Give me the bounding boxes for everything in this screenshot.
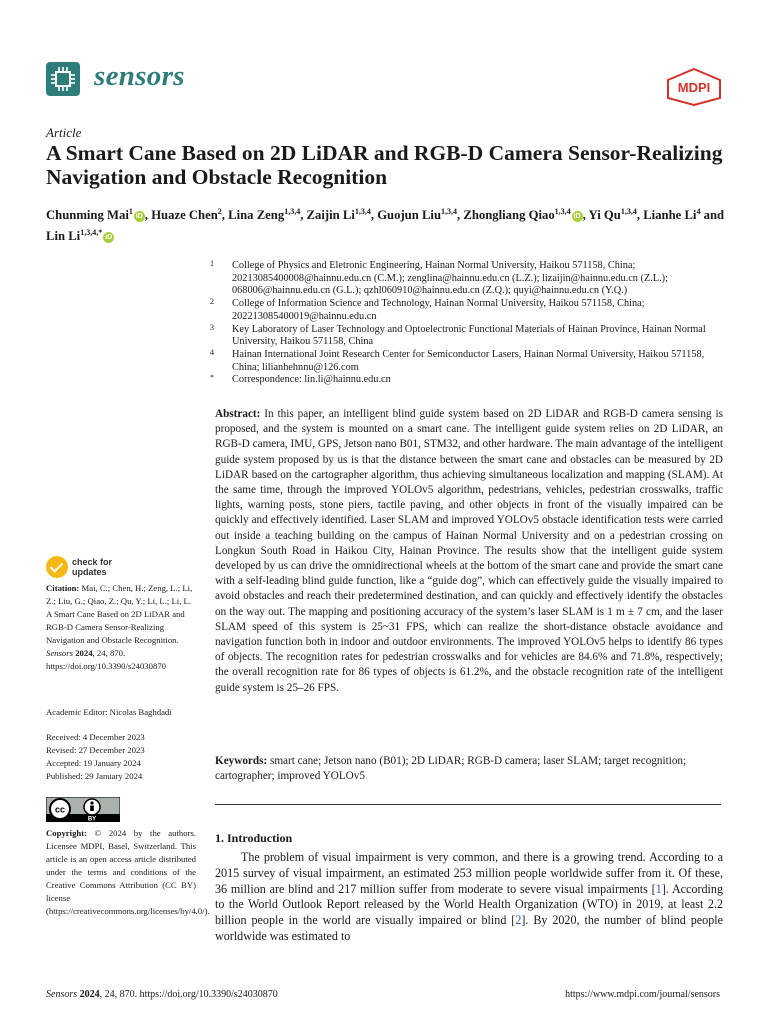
affiliation-text: Key Laboratory of Laser Technology and Optoelectronic Functional Materials of Hainan Province, Hainan Normal University, Haikou 571158, China: [232, 323, 706, 348]
academic-editor: Academic Editor: Nicolas Baghdadi: [46, 707, 172, 717]
author-affiliation-marker: 4: [696, 207, 701, 216]
author-separator: ,: [144, 208, 152, 223]
author-separator: and: [700, 208, 725, 223]
author-affiliation-marker: 1: [128, 207, 133, 216]
publication-dates: [46, 731, 196, 783]
affiliation-text: College of Information Science and Technology, Hainan Normal University, Haikou 571158, China; 202213085400019@hainnu.edu.cn: [232, 298, 645, 322]
footer-journal: Sensors: [46, 989, 78, 1000]
orcid-icon[interactable]: iD: [573, 213, 581, 221]
check-updates-line2: updates: [72, 567, 107, 577]
keywords: [215, 754, 723, 784]
affiliation-item: [210, 374, 730, 387]
introduction-text: ]. According to the World Outlook Report released by the World Health Organization (WTO) in 2019, at least 2.2 billion people in the world are visually impaired or blind [: [215, 881, 723, 928]
footer-citation: [46, 989, 278, 1000]
affiliation-number: 1: [210, 259, 214, 268]
citation-text: Mai, C.; Chen, H.; Zeng, L.; Li, Z.; Liu, G.; Qiao, Z.; Qu, Y.; Li, L.; Li, L. A Smart Cane Based on 2D LiDAR and RGB-D Camera Sensor-Realizing Navigation and Obstacle Recognition.: [46, 583, 193, 645]
article-type: Article: [46, 125, 82, 140]
author-affiliation-marker: 2: [217, 207, 222, 216]
author-name: Lianhe Li: [643, 208, 697, 223]
footer-journal-url[interactable]: https://www.mdpi.com/journal/sensors: [565, 989, 720, 1000]
author-name: Huaze Chen: [151, 208, 218, 223]
affiliation-number: 3: [210, 322, 214, 332]
author-separator: ,: [457, 208, 464, 223]
orcid-icon[interactable]: iD: [135, 213, 143, 221]
author-affiliation-marker: 1,3,4: [284, 207, 301, 216]
abstract: [215, 407, 723, 696]
author-affiliation-marker: 1,3,4: [441, 207, 458, 216]
affiliation-number: 2: [210, 297, 214, 307]
date-received: Received: 4 December 2023: [46, 732, 145, 742]
author-separator: ,: [221, 208, 229, 223]
affiliation-number: *: [210, 373, 214, 383]
sensors-journal-logo-icon: [46, 62, 80, 96]
author-name: Lin Li: [46, 229, 81, 244]
copyright-notice: [46, 827, 210, 918]
author-affiliation-marker: 1,3,4,*: [80, 228, 103, 238]
section-divider: [215, 804, 721, 805]
copyright-text: © 2024 by the authors. Licensee MDPI, Basel, Switzerland. This article is an open access article distributed under the terms and conditions of the Creative Commons Attribution (CC BY) license (https://creativecommons.org/licenses/by/4.0/).: [46, 828, 210, 916]
abstract-label: Abstract:: [215, 408, 261, 420]
citation-label: Citation:: [46, 583, 80, 593]
date-revised: Revised: 27 December 2023: [46, 745, 145, 755]
introduction-text: The problem of visual impairment is very common, and there is a growing trend. According to a 2015 survey of visual impairment, an estimated 253 million people worldwide suffer from it. Of these, 36 million are blind and 217 million suffer from moderate to severe visual impairments [: [215, 850, 723, 896]
footer-doi[interactable]: , 24, 870. https://doi.org/10.3390/s24030870: [99, 989, 278, 1000]
affiliation-text: Correspondence: lin.li@hainnu.edu.cn: [232, 374, 391, 386]
affiliation-text: College of Physics and Eletronic Engineering, Hainan Normal University, Haikou 571158, China; 20213085400008@hainnu.edu.cn (C.M.); zenglina@hainnu.edu.cn (L.Z.); lizaijin@hainnu.edu.cn (Z.L.); 068006@hainnu.edu.cn (G.L.); qzhl060910@hainnu.edu.cn (Z.Q.); quyi@hainnu.edu.cn (Y.Q.): [232, 260, 668, 297]
affiliation-item: [210, 260, 730, 298]
author-affiliation-marker: 1,3,4: [620, 207, 637, 216]
author-name: Zhongliang Qiao: [463, 208, 555, 223]
date-accepted: Accepted: 19 January 2024: [46, 758, 141, 768]
author-separator: ,: [300, 208, 307, 223]
cc-by-license-icon[interactable]: [46, 797, 120, 822]
orcid-icon[interactable]: iD: [105, 234, 113, 242]
author-name: Guojun Liu: [377, 208, 442, 223]
keywords-text: smart cane; Jetson nano (B01); 2D LiDAR; RGB-D camera; laser SLAM; target recognition; cartographer; improved YOLOv5: [215, 755, 687, 783]
copyright-label: Copyright:: [46, 828, 88, 838]
affiliation-number: 4: [210, 347, 214, 357]
article-title: A Smart Cane Based on 2D LiDAR and RGB-D Camera Sensor-Realizing Navigation and Obstacle Recognition: [46, 141, 723, 189]
author-separator: ,: [636, 208, 644, 223]
affiliation-item: [210, 324, 730, 349]
citation-year: 2024: [75, 648, 93, 658]
svg-text:cc: cc: [54, 804, 66, 815]
affiliation-text: Hainan International Joint Research Center for Semiconductor Lasers, Hainan Normal University, Haikou 571158, China; lilianhehnnu@126.com: [232, 348, 705, 373]
author-list: [46, 203, 736, 245]
citation-doi[interactable]: , 24, 870. https://doi.org/10.3390/s24030870: [46, 648, 167, 671]
author-name: Zaijin Li: [306, 208, 355, 223]
check-updates-line1: check for: [72, 557, 113, 567]
author-name: Lina Zeng: [228, 208, 285, 223]
introduction-text: ]. By 2020, the number of blind people worldwide was estimated to: [215, 913, 723, 943]
abstract-text: In this paper, an intelligent blind guide system based on 2D LiDAR and RGB-D camera sensing is proposed, and the system is mounted on a smart cane. The intelligent guide system relies on 2D LiDAR, an RGB-D camera, IMU, GPS, Jetson nano B01, STM32, and other hardware. The main advantage of the intelligent guide system proposed by us is that the distance between the smart cane and obstacles can be measured by 2D LiDAR based on the cartographer algorithm, thus achieving simultaneous localization and mapping (SLAM). At the same time, through the improved YOLOv5 algorithm, pedestrians, vehicles, pedestrian crosswalks, traffic lights, warning posts, stone piers, tactile paving, and other objects in front of the visually impaired can be quickly and effectively identified. Laser SLAM and improved YOLOv5 obstacle identification tests were carried out inside a teaching building on the campus of Hainan Normal University and on a pedestrian crossing on Longkun South Road in Haikou City, Hainan Province. The results show that the intelligent guide system developed by us can drive the omnidirectional wheels at the bottom of the smart cane and provide the smart cane with a self-leading blind guide function, like a “guide dog”, which can effectively guide the visually impaired to avoid obstacles and reach their predetermined destination, and can quickly and effectively identify the obstacles on the way out. The mapping and positioning accuracy of the system’s laser SLAM is 1 m ± 7 cm, and the laser SLAM speed of this system is 25~31 FPS, which can realize the short-distance obstacle avoidance and navigation function both in indoor and outdoor environments. The improved YOLOv5 helps to identify 86 types of objects. The recognition rates for pedestrian crosswalks and for vehicles are 84.6% and 71.8%, respectively; the overall recognition rate for 86 types of objects is 61.2%, and the obstacle recognition rate of the intelligent guide system is 25–26 FPS.: [215, 408, 723, 694]
affiliation-list: [210, 260, 730, 387]
author-separator: ,: [582, 208, 589, 223]
reference-link[interactable]: 1: [655, 881, 662, 896]
citation-journal: Sensors: [46, 648, 74, 658]
citation-block: [46, 582, 196, 673]
author-affiliation-marker: 1,3,4: [554, 207, 571, 216]
footer-year: 2024: [79, 989, 100, 1000]
affiliation-item: [210, 298, 730, 323]
cc-license-label: BY: [87, 816, 97, 822]
introduction-paragraph: [215, 850, 723, 945]
author-name: Chunming Mai: [46, 208, 129, 223]
author-name: Yi Qu: [588, 208, 621, 223]
author-separator: ,: [370, 208, 378, 223]
keywords-label: Keywords:: [215, 755, 268, 767]
publisher-name: MDPI: [677, 80, 711, 95]
section-heading-introduction: 1. Introduction: [215, 831, 293, 845]
author-affiliation-marker: 1,3,4: [354, 207, 371, 216]
reference-link[interactable]: 2: [515, 913, 522, 928]
journal-name: sensors: [94, 60, 185, 92]
check-for-updates-button[interactable]: [46, 556, 126, 582]
affiliation-item: [210, 349, 730, 374]
check-updates-icon: [46, 556, 68, 578]
mdpi-publisher-logo[interactable]: [665, 68, 723, 106]
date-published: Published: 29 January 2024: [46, 771, 143, 781]
